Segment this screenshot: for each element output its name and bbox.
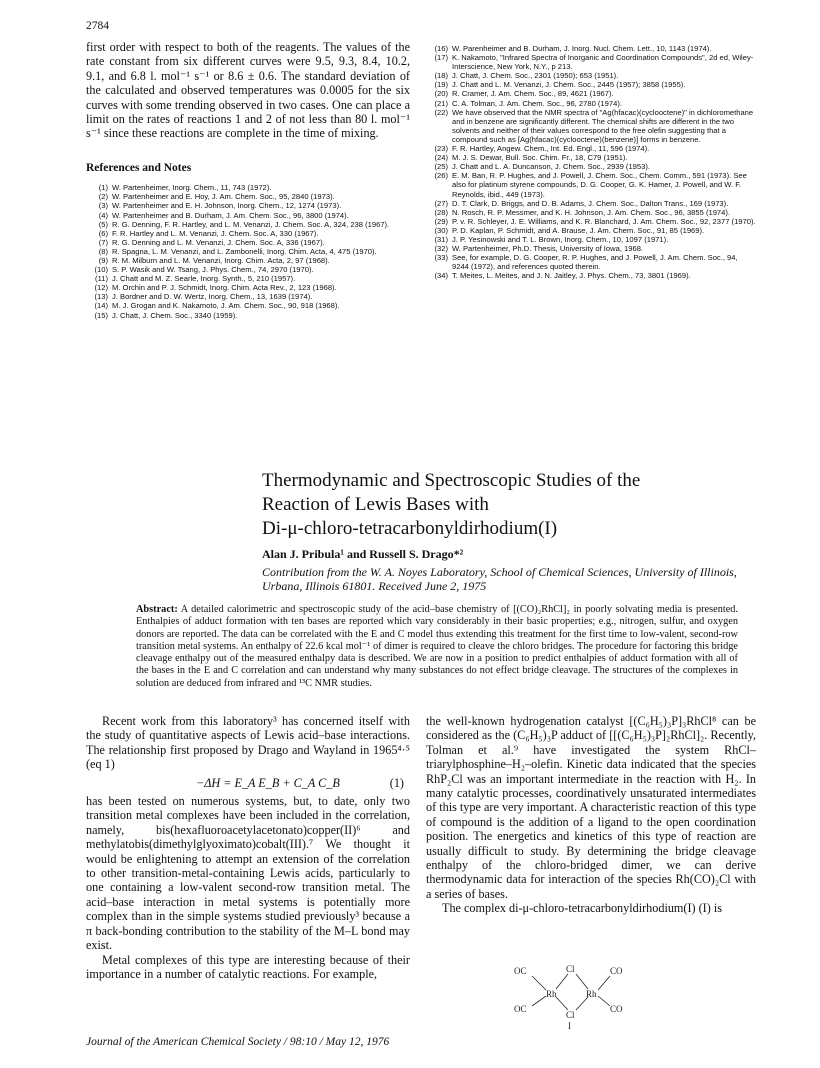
body-left-paragraph-3: Metal complexes of this type are interesting because of their importance in a number of catalytic reactions. For example, — [86, 952, 410, 981]
reference-text: P. v. R. Schleyer, J. E. Williams, and K. R. Blanchard, J. Am. Chem. Soc., 92, 2377 (1970). — [452, 216, 756, 226]
reference-item — [86, 211, 410, 220]
reference-item — [426, 253, 756, 271]
reference-text: J. Chatt and L. A. Duncanson, J. Chem. Soc., 2939 (1953). — [452, 162, 650, 172]
abstract-label: Abstract: — [136, 604, 178, 615]
journal-footer: Journal of the American Chemical Society / 98:10 / May 12, 1976 — [86, 1036, 390, 1048]
reference-text: W. Parenheimer and B. Durham, J. Inorg. Nucl. Chem. Lett., 10, 1143 (1974). — [452, 44, 712, 53]
reference-number: (3) — [98, 201, 108, 211]
reference-number: (25) — [434, 162, 448, 172]
reference-item — [426, 80, 756, 89]
reference-item — [86, 283, 410, 292]
reference-item — [426, 71, 756, 80]
reference-text: C. A. Tolman, J. Am. Chem. Soc., 96, 2780 (1974). — [452, 98, 622, 108]
figure-label: I — [568, 1021, 571, 1030]
reference-number: (1) — [98, 183, 108, 193]
figure-rh-left: Rh — [546, 989, 557, 999]
body-right-paragraph-2: The complex di-μ-chloro-tetracarbonyldirhodium(I) (I) is — [442, 901, 722, 916]
reference-text: T. Meites, L. Meites, and J. N. Jaitley, J. Phys. Chem., 73, 3801 (1969). — [452, 271, 691, 281]
reference-item — [86, 238, 410, 247]
reference-item — [86, 256, 410, 265]
references-list-right — [426, 44, 756, 280]
figure-co-bottom: CO — [610, 1004, 623, 1014]
reference-item — [86, 311, 410, 320]
reference-number: (28) — [434, 207, 448, 217]
reference-text: J. Chatt, J. Chem. Soc., 3340 (1959). — [112, 310, 238, 320]
reference-number: (14) — [94, 301, 108, 311]
reference-number: (19) — [434, 80, 448, 90]
equation-text: −ΔH = E_A E_B + C_A C_B — [196, 775, 340, 790]
reference-text: W. Partenheimer and E. Hoy, J. Am. Chem. Soc., 95, 2840 (1973). — [112, 192, 335, 202]
reference-number: (4) — [98, 210, 108, 220]
reference-item — [426, 144, 756, 153]
reference-number: (26) — [434, 171, 448, 181]
reference-item — [426, 271, 756, 280]
reference-item — [86, 201, 410, 210]
reference-text: N. Rosch, R. P. Messmer, and K. H. Johnson, J. Am. Chem. Soc., 96, 3855 (1974). — [452, 207, 731, 217]
reference-text: R. G. Denning, F. R. Hartley, and L. M. Venanzi, J. Chem. Soc. A, 324, 238 (1967). — [112, 219, 390, 229]
reference-text: R. M. Milburn and L. M. Venanzi, Inorg. Chim. Acta, 2, 97 (1968). — [112, 256, 330, 265]
title-line-2: Reaction of Lewis Bases with — [262, 494, 489, 515]
figure-cl-top: Cl — [566, 964, 575, 974]
reference-item — [426, 108, 756, 144]
reference-item — [86, 274, 410, 283]
reference-number: (12) — [94, 283, 108, 293]
reference-number: (6) — [98, 228, 108, 238]
reference-text: P. D. Kaplan, P. Schmidt, and A. Brause, J. Am. Chem. Soc., 91, 85 (1969). — [452, 225, 705, 235]
figure-rh-right: Rh — [586, 989, 597, 999]
reference-text: W. Partenheimer and B. Durham, J. Am. Chem. Soc., 96, 3800 (1974). — [112, 210, 349, 220]
affiliation: Contribution from the W. A. Noyes Laboratory, School of Chemical Sciences, University of Illinois, Urbana, Illinois 61801. Received June 2, 1975 — [262, 565, 737, 593]
figure-co-top: CO — [610, 966, 623, 976]
reference-text: J. Chatt and M. Z. Searle, Inorg. Synth., 5, 210 (1957). — [112, 274, 296, 284]
reference-number: (13) — [94, 292, 108, 302]
reference-text: J. P. Yesinowski and T. L. Brown, Inorg. Chem., 10, 1097 (1971). — [452, 234, 669, 244]
reference-number: (24) — [434, 153, 448, 163]
reference-number: (16) — [434, 44, 448, 53]
reference-item — [86, 247, 410, 256]
reference-text: M. J. Grogan and K. Nakamoto, J. Am. Chem. Soc., 90, 918 (1968). — [112, 301, 340, 311]
body-right-paragraph-1: the well-known hydrogenation catalyst [(C₆H₅)₃P]₃RhCl⁸ can be considered as the (C₆H₅)₃P adduct of [[(C₆H₅)₃P]₂RhCl]₂. Recently, Tolman et al.⁹ have investigated the system RhCl–triarylphosphine–H₂–olefin. Kinetic data indicated that the species RhP₂Cl was an important intermediate in the reaction with H₂. In many catalytic processes, coordinatively unsaturated intermediates of this type are very important. A characteristic reaction of this type of compound is the addition of a ligand to the open coordination position. The energetics and kinetics of this type of reaction are usually difficult to study. By determining the bridge cleavage enthalpy of the chloro-bridged dimer, we can derive thermodynamic data for interaction of the species Rh(CO)₂Cl with a series of bases. — [426, 714, 756, 901]
reference-text: M. J. S. Dewar, Bull. Soc. Chim. Fr., 18, C79 (1951). — [452, 153, 628, 163]
reference-number: (23) — [434, 144, 448, 154]
abstract — [136, 604, 738, 690]
reference-number: (10) — [94, 265, 108, 275]
reference-text: J. Bordner and D. W. Wertz, Inorg. Chem., 13, 1639 (1974). — [112, 292, 313, 302]
reference-item — [86, 301, 410, 310]
reference-text: J. Chatt and L. M. Venanzi, J. Chem. Soc., 2445 (1957); 3858 (1955). — [452, 80, 686, 90]
references-heading: References and Notes — [86, 161, 192, 174]
reference-number: (17) — [434, 53, 448, 63]
body-left-column — [86, 714, 410, 981]
top-left-column — [86, 40, 410, 320]
equation-number: (1) — [389, 775, 404, 790]
reference-item — [86, 229, 410, 238]
reference-number: (2) — [98, 192, 108, 202]
reference-number: (22) — [434, 107, 448, 117]
abstract-text: A detailed calorimetric and spectroscopic study of the acid–base chemistry of [(CO)₂RhCl]₂ in poorly solvating media is presented. Enthalpies of adduct formation with ten bases are reported which vary considerably in their basic properties; e.g., nitrogen, sulfur, and oxygen donors are reported. The data can be correlated with the E and C model thus extending this treatment for the first time to low-valent, second-row transition metal systems. An enthalpy of 22.6 kcal mol⁻¹ of dimer is required to cleave the chloro bridges. The procedure for factoring this bridge cleavage enthalpy out of the measured enthalpy data is described. We are now in a position to predict enthalpies of adduct formation with all of the bases in the E and C correlation and can understand why many substances do not effect bridge cleavage. The structures of the complexes in solution are deduced from infrared and ¹³C NMR studies. — [136, 604, 738, 689]
reference-item — [86, 292, 410, 301]
reference-number: (31) — [434, 234, 448, 244]
reference-number: (5) — [98, 219, 108, 229]
reference-number: (8) — [98, 246, 108, 256]
reference-item — [426, 153, 756, 162]
reference-text: R. G. Denning and L. M. Venanzi, J. Chem. Soc. A, 336 (1967). — [112, 237, 325, 247]
reference-item — [426, 53, 756, 71]
reference-item — [426, 217, 756, 226]
reference-number: (27) — [434, 198, 448, 208]
reference-text: F. R. Hartley and L. M. Venanzi, J. Chem. Soc. A, 330 (1967). — [112, 228, 319, 238]
reference-number: (15) — [94, 310, 108, 320]
figure-oc-bottom: OC — [514, 1004, 527, 1014]
reference-number: (34) — [434, 271, 448, 281]
reference-text: D. T. Clark, D. Briggs, and D. B. Adams, J. Chem. Soc., Dalton Trans., 169 (1973). — [452, 198, 729, 208]
reference-text: S. P. Wasik and W. Tsang, J. Phys. Chem., 74, 2970 (1970). — [112, 265, 314, 275]
reference-number: (21) — [434, 98, 448, 108]
continuation-paragraph: first order with respect to both of the reagents. The values of the rate constant from six different curves were 9.5, 9.3, 8.4, 10.2, 9.1, and 6.8 l. mol⁻¹ s⁻¹ or 8.6 ± 0.6. The standard deviation of the calculated and observed temperatures was 0.0005 for the six curves with some trending observed in two cases. One can place a limit on the rates of reactions 1 and 2 of not less than 80 l. mol⁻¹ s⁻¹ since these reactions are complete in the time of mixing. — [86, 40, 410, 141]
title-line-3: Di-μ-chloro-tetracarbonyldirhodium(I) — [262, 518, 558, 539]
equation-1 — [86, 772, 410, 794]
structure-figure — [510, 960, 630, 1030]
body-right-column — [426, 714, 756, 916]
page-number: 2784 — [86, 20, 109, 32]
reference-number: (18) — [434, 71, 448, 81]
reference-number: (32) — [434, 244, 448, 254]
reference-text: See, for example, D. G. Cooper, R. P. Hughes, and J. Powell, J. Am. Chem. Soc., 94, 9244 (1972), and references quoted therein. — [452, 253, 738, 272]
reference-text: E. M. Ban, R. P. Hughes, and J. Powell, J. Chem. Soc., Chem. Comm., 591 (1973). See also for platinum styrene compounds, D. G. Cooper, G. K. Hamer, J. Powell, and W. F. Reynolds, ibid., 449 (1973). — [452, 171, 747, 199]
reference-text: M. Orchin and P. J. Schmidt, Inorg. Chim. Acta Rev., 2, 123 (1968). — [112, 283, 337, 293]
reference-item — [426, 44, 756, 53]
reference-text: W. Partenheimer, Inorg. Chem., 11, 743 (1972). — [112, 183, 272, 193]
reference-text: F. R. Hartley, Angew. Chem., Int. Ed. Engl., 11, 596 (1974). — [452, 144, 650, 154]
reference-item — [86, 265, 410, 274]
reference-number: (29) — [434, 216, 448, 226]
reference-text: We have observed that the NMR spectra of "Ag(hfacac)(cyclooctene)" in dichloromethane and in benzene are significantly different. The chemical shifts are different in the two solvents and neither of their values correspond to the free olefin suggesting that a compound such as [Ag(hfacac)(cyclooctene)(benzene)] forms in benzene. — [452, 107, 754, 144]
reference-item — [426, 99, 756, 108]
reference-item — [86, 220, 410, 229]
reference-text: R. Spagna, L. M. Venanzi, and L. Zambonelli, Inorg. Chim. Acta, 4, 475 (1970). — [112, 246, 377, 256]
reference-text: W. Partenheimer, Ph.D. Thesis, University of Iowa, 1968. — [452, 244, 644, 254]
reference-item — [426, 226, 756, 235]
reference-item — [426, 244, 756, 253]
reference-text: K. Nakamoto, "Infrared Spectra of Inorganic and Coordination Compounds", 2d ed, Wiley-Interscience, New York, N.Y., p 213. — [452, 53, 754, 72]
reference-item — [426, 199, 756, 208]
top-right-column — [426, 44, 756, 280]
reference-number: (30) — [434, 225, 448, 235]
article-title — [262, 469, 762, 541]
reference-item — [426, 162, 756, 171]
reference-item — [426, 171, 756, 198]
reference-item — [426, 235, 756, 244]
figure-oc-top: OC — [514, 966, 527, 976]
reference-item — [86, 192, 410, 201]
reference-item — [86, 183, 410, 192]
reference-item — [426, 208, 756, 217]
reference-item — [426, 89, 756, 98]
body-left-paragraph-1: Recent work from this laboratory³ has concerned itself with the study of quantitative aspects of Lewis acid–base interactions. The relationship first proposed by Drago and Wayland in 1965⁴·⁵ (eq 1) — [86, 714, 410, 772]
reference-text: W. Partenheimer and E. H. Johnson, Inorg. Chem., 12, 1274 (1973). — [112, 201, 342, 211]
figure-cl-bottom: Cl — [566, 1010, 575, 1020]
reference-number: (7) — [98, 237, 108, 247]
reference-number: (33) — [434, 253, 448, 263]
reference-text: R. Cramer, J. Am. Chem. Soc., 89, 4621 (1967). — [452, 89, 614, 99]
authors: Alan J. Pribula¹ and Russell S. Drago*² — [262, 547, 464, 561]
body-left-paragraph-2: has been tested on numerous systems, but, to date, only two transition metal complexes have been included in the correlation, namely, bis(hexafluoroacetylacetonato)copper(II)⁶ and methylatobis(dimethylglyoximato)cobalt(III).⁷ We thought it would be enlightening to attempt an extension of the correlation to other transition-metal-containing Lewis acids, particularly to one containing a low-valent second-row transition metal. The acid–base interaction in metal systems is potentially more complex than in the simple systems studied previously³ because a π back-bonding contribution to the stability of the M–L bond may exist. — [86, 794, 410, 953]
reference-number: (9) — [98, 256, 108, 265]
reference-number: (20) — [434, 89, 448, 99]
reference-text: J. Chatt, J. Chem. Soc., 2301 (1950); 653 (1951). — [452, 71, 619, 81]
title-line-1: Thermodynamic and Spectroscopic Studies of the — [262, 470, 641, 491]
references-list-left — [86, 183, 410, 319]
reference-number: (11) — [95, 274, 108, 284]
